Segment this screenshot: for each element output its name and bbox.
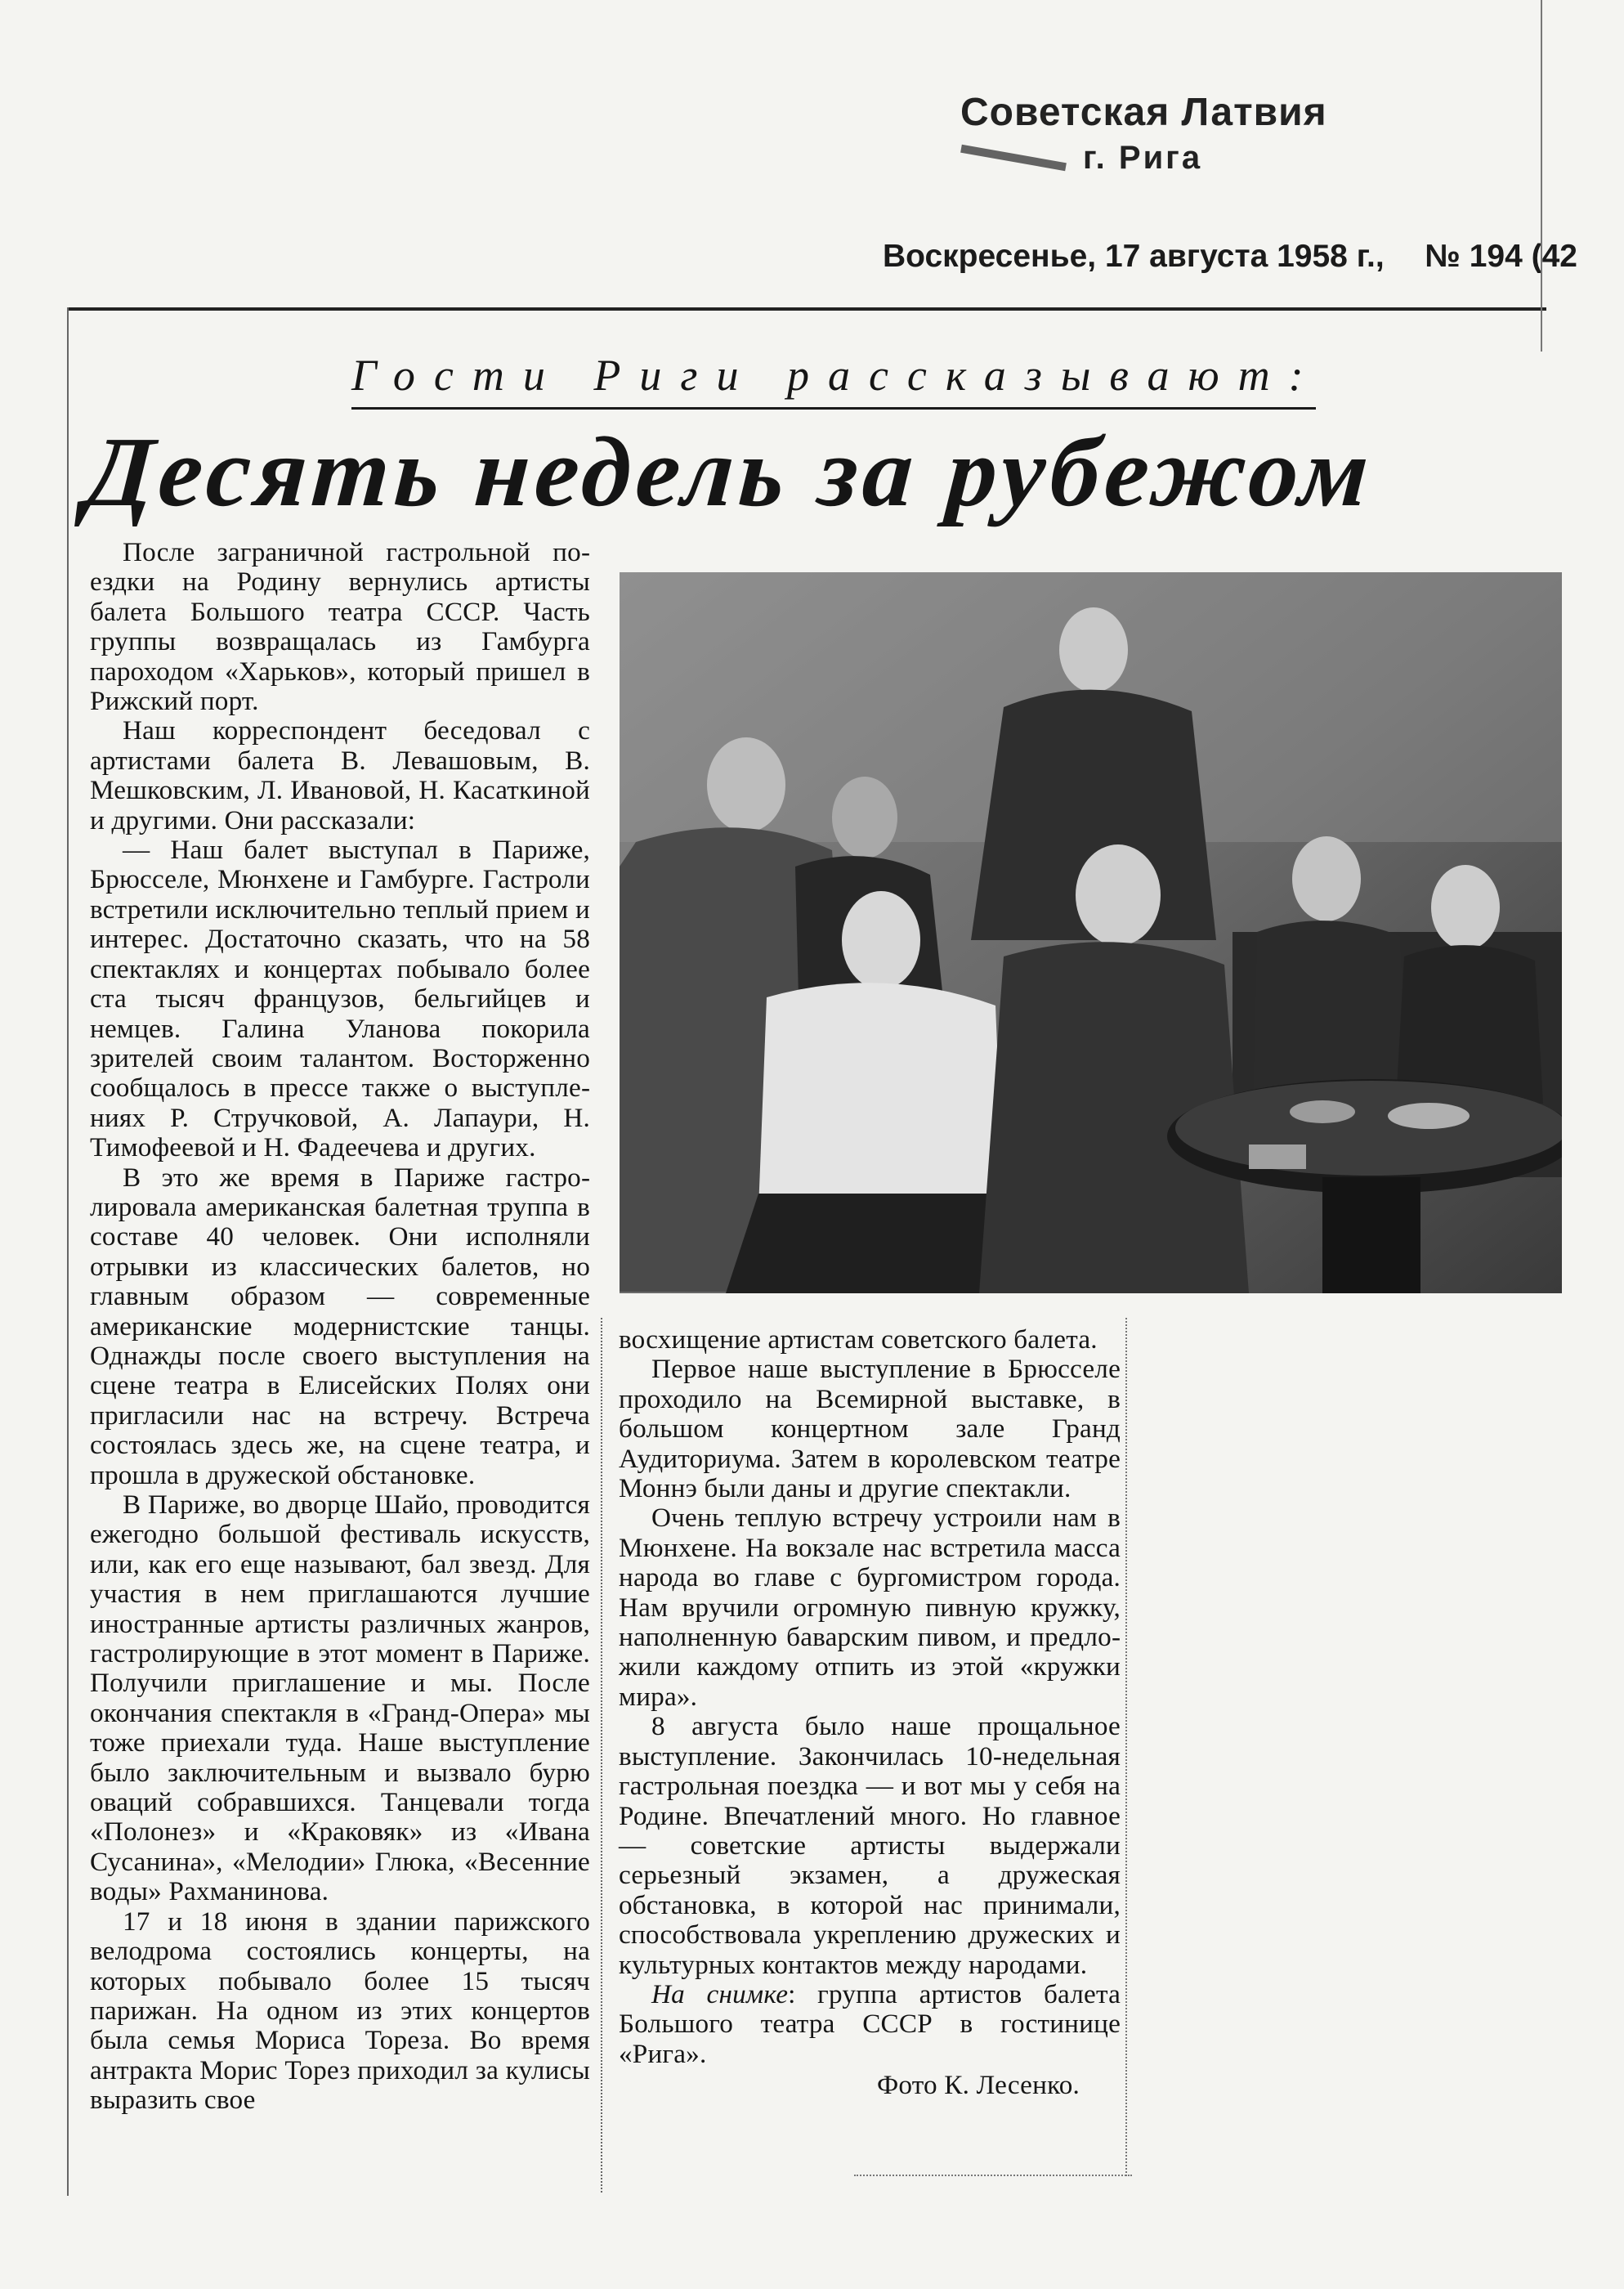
issue-number: № 194 (42: [1425, 239, 1577, 274]
caption-text: : группа артистов балета Большого театра СССР в гостинице «Рига».: [619, 1978, 1121, 2069]
issue-line: [883, 239, 1577, 275]
paragraph: Очень теплую встречу устроили нам в Мюнхене. На вокзале нас встретила масса народа во главе с бургомистром города. Нам вручили огромную пивную кружку, наполненную баварским пивом, и предложили каждому отпить из этой «кружки мира».: [619, 1503, 1121, 1712]
paragraph: 8 августа было наше прощальное выступление. Закончилась 10-недельная гастрольная поездка — и вот мы у себя на Родине. Впечатлений много. Но главное — советские артисты выдержали серьезный экзамен, а дружеская обстановка, в которой нас принимали, способствовала укреплению дружеских и культурных контактов между народами.: [619, 1711, 1121, 1980]
masthead-stamp: [960, 90, 1451, 177]
photo-illustration: [620, 572, 1562, 1293]
article-rubric: Гости Риги рассказывают:: [351, 350, 1316, 410]
paragraph-continuation: восхищение артистам советского балета.: [619, 1324, 1098, 1355]
paragraph: После заграничной гастрольной поездки на Родину вернулись артисты балета Большого театра СССР. Часть группы возвращалась из Гамбурга пароходом «Харьков», который пришел в Рижский порт.: [90, 537, 590, 717]
clipping-right-edge: [1541, 0, 1542, 352]
photo-credit: Фото К. Лесенко.: [876, 2070, 1080, 2101]
ink-smudge: [960, 145, 1067, 171]
paragraph: В это же время в Париже гастролировала американская балетная труппа в составе 40 человек. Они исполняли отрывки из классических балетов, но главным образом — современные американские модернистские танцы. Однажды после своего выступления на сцене театра в Елисейских Полях они пригласили нас на встречу. Встреча состоялась здесь же, на сцене театра, и прошла в дружеской обстановке.: [90, 1162, 590, 1490]
clipping-top-edge: [67, 307, 1546, 311]
article-end-rule: [854, 2175, 1132, 2176]
paragraph: Наш корреспондент беседовал с артистами балета В. Левашовым, В. Мешковским, Л. Ивановой, Н. Касаткиной и другими. Они рассказали:: [90, 715, 590, 835]
column-divider: [601, 1318, 602, 2193]
caption-label: На снимке: [651, 1978, 789, 2009]
clipping-left-edge: [67, 307, 69, 2196]
paragraph: — Наш балет выступал в Париже, Брюсселе, Мюнхене и Гамбурге. Гастроли встретили исключительно теплый прием и интерес. Достаточно сказать, что на 58 спектаклях и концертах побывало более ста тысяч французов, бельгийцев и немцев. Галина Уланова покорила зрителей своим талантом. Восторженно сообщалось в прессе также о выступлениях Р. Стручковой, А. Лапаури, Н. Тимофеевой и Н. Фадеечева и других.: [90, 835, 590, 1163]
issue-date: Воскресенье, 17 августа 1958 г.,: [883, 239, 1385, 274]
ballet-group-photo: [620, 572, 1562, 1293]
newspaper-city: г. Рига: [1083, 140, 1203, 176]
article-column-2: [619, 1325, 1121, 2101]
paragraph: 17 и 18 июня в здании парижского велодрома состоялись концерты, на которых побывало более 15 тысяч парижан. На одном из этих концертов была семья Мориса Тореза. Во время антракта Морис Торез приходил за кулисы выразить свое: [90, 1906, 590, 2116]
newspaper-name: Советская Латвия: [960, 91, 1327, 134]
article-headline: Десять недель за рубежом: [82, 417, 1377, 527]
column-edge: [1125, 1318, 1127, 2176]
article-column-1: [90, 538, 590, 2116]
paragraph: В Париже, во дворце Шайо, проводится ежегодно большой фестиваль искусств, или, как его еще называют, бал звезд. Для участия в нем приглашаются лучшие иностранные артисты различных жанров, гастролирующие в этот момент в Париже. Получили приглашение и мы. После окончания спектакля в «Гранд-Опера» мы тоже приехали туда. Наше выступление было заключительным и вызвало бурю оваций собравшихся. Танцевали тогда «Полонез» и «Краковяк» из «Ивана Сусанина», «Мелодии» Глюка, «Весенние воды» Рахманинова.: [90, 1489, 590, 1907]
paragraph: Первое наше выступление в Брюсселе проходило на Всемирной выставке, в большом концертном зале Гранд Аудиториума. Затем в королевском театре Моннэ были даны и другие спектакли.: [619, 1354, 1121, 1504]
photo-caption: [619, 1980, 1121, 2069]
